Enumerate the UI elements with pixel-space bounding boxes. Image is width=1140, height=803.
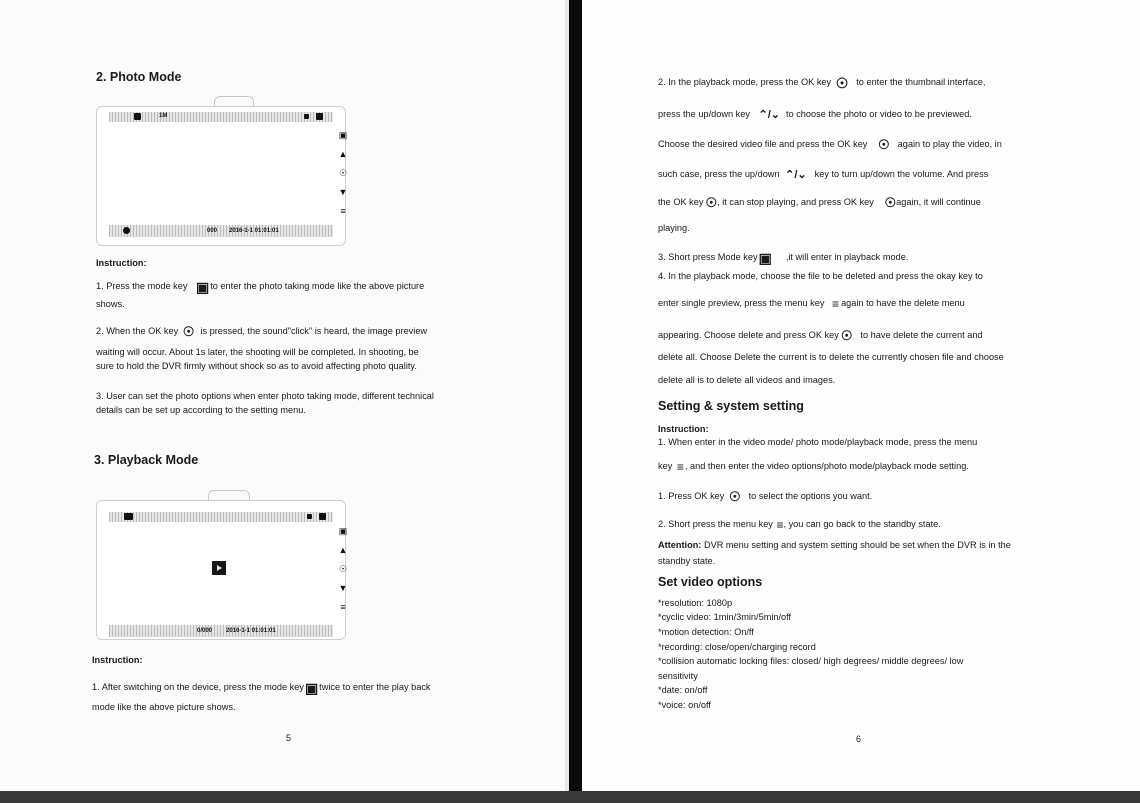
playback-mode-screen-figure xyxy=(96,486,364,646)
card-icon xyxy=(307,514,312,519)
text: to choose the photo or video to be previewed. xyxy=(786,109,972,119)
right-para-4-line-4: delete all. Choose Delete the current is to delete the currently chosen file and choose xyxy=(658,352,1004,362)
right-para-1-line-6: playing. xyxy=(658,223,690,233)
text: 2. Short press the menu key xyxy=(658,519,773,529)
up-button-icon: ▲ xyxy=(338,149,348,159)
up-down-arrow-icon: ⌃/⌄ xyxy=(785,168,807,181)
photo-step-2-line-3: sure to hold the DVR firmly without shock so as to avoid affecting photo quality. xyxy=(96,361,417,371)
menu-key-icon: ≡ xyxy=(676,459,684,474)
status-bar-top xyxy=(109,112,333,122)
mode-key-icon: ▣ xyxy=(195,278,210,295)
setting-step-1-line-2 xyxy=(658,460,969,473)
text: again, it will continue xyxy=(896,197,981,207)
record-icon xyxy=(123,227,130,234)
photo-step-1 xyxy=(96,280,424,293)
instruction-label-1: Instruction: xyxy=(96,258,147,268)
text: again to play the video, in xyxy=(897,139,1002,149)
ok-key-icon: ☉ xyxy=(835,74,849,91)
ok-key-icon: ☉ xyxy=(877,136,890,152)
play-thumbnail-icon xyxy=(212,561,226,575)
right-para-4-line-2 xyxy=(658,297,965,310)
photo-step-1-cont: shows. xyxy=(96,299,125,309)
photo-step-3-line-2: details can be set up according to the setting menu. xyxy=(96,405,306,415)
video-option-collision-cont: sensitivity xyxy=(658,671,698,681)
down-button-icon: ▼ xyxy=(338,187,348,197)
text: DVR menu setting and system setting should be set when the DVR is in the xyxy=(703,540,1011,550)
status-bar-bottom xyxy=(109,225,333,237)
photo-step-3: 3. User can set the photo options when enter photo taking mode, different technical xyxy=(96,391,434,401)
down-button-icon: ▼ xyxy=(338,583,348,593)
right-para-4-line-5: delete all is to delete all videos and images. xyxy=(658,375,836,385)
right-para-1-line-5 xyxy=(658,196,981,209)
camera-icon xyxy=(134,113,141,120)
video-option-date: *date: on/off xyxy=(658,685,708,695)
text: key xyxy=(658,461,673,471)
photo-step-1-text-b: to enter the photo taking mode like the above picture xyxy=(210,281,425,291)
menu-button-icon: ≡ xyxy=(340,206,346,216)
mode-key-icon: ▣ xyxy=(304,679,319,696)
page-gutter xyxy=(565,0,569,803)
setting-step-3 xyxy=(658,518,941,531)
text: such case, press the up/down xyxy=(658,169,780,179)
battery-icon xyxy=(319,513,326,520)
ok-key-icon: ☉ xyxy=(705,194,718,210)
text: 2. In the playback mode, press the OK key xyxy=(658,77,832,87)
status-bar-top xyxy=(109,512,333,522)
text: to have delete the current and xyxy=(860,330,983,340)
up-down-arrow-icon: ⌃/⌄ xyxy=(758,108,780,121)
right-para-1-line-2 xyxy=(658,108,972,121)
mode-button-icon: ▣ xyxy=(338,130,348,140)
setting-step-1-line-1: 1. When enter in the video mode/ photo mode/playback mode, press the menu xyxy=(658,437,978,447)
setting-step-2 xyxy=(658,490,872,503)
text: enter single preview, press the menu key xyxy=(658,298,825,308)
right-para-1-line-3 xyxy=(658,138,1002,151)
playback-step-1-text-b: twice to enter the play back xyxy=(319,682,431,692)
file-count: 0/000 xyxy=(197,628,213,634)
playback-mode-title: 3. Playback Mode xyxy=(94,453,199,467)
text: , it can stop playing, and press OK key xyxy=(717,197,874,207)
ok-key-icon: ☉ xyxy=(884,194,897,210)
right-para-4-line-1: 4. In the playback mode, choose the file to be deleted and press the okay key to xyxy=(658,271,983,281)
photo-step-2-line-2: waiting will occur. About 1s later, the shooting will be completed. In shooting, be xyxy=(96,347,419,357)
ok-key-icon: ☉ xyxy=(728,488,741,504)
photo-datetime: 2016-1-1 01:01:01 xyxy=(229,228,279,234)
instruction-label-2: Instruction: xyxy=(92,655,143,665)
ok-button-icon: ☉ xyxy=(338,564,348,574)
text: again to have the delete menu xyxy=(841,298,965,308)
playback-step-1 xyxy=(92,681,431,694)
book-spine xyxy=(565,0,582,803)
setting-section-title: Setting & system setting xyxy=(658,399,804,413)
side-button-column xyxy=(336,522,350,617)
menu-key-icon: ≡ xyxy=(776,517,784,532)
text: press the up/down key xyxy=(658,109,750,119)
photo-mode-screen-figure xyxy=(96,92,364,247)
photo-step-1-text-a: 1. Press the mode key xyxy=(96,281,188,291)
text: 3. Short press Mode key xyxy=(658,252,758,262)
attention-line-1 xyxy=(658,539,1011,551)
page-left xyxy=(0,0,565,803)
video-option-cyclic: *cyclic video: 1min/3min/5min/off xyxy=(658,612,792,622)
photo-count: 000 xyxy=(207,228,218,234)
mode-key-icon: ▣ xyxy=(758,249,772,266)
menu-button-icon: ≡ xyxy=(340,602,346,612)
text: 1. Press OK key xyxy=(658,491,725,501)
right-para-3 xyxy=(658,251,908,264)
text: the OK key xyxy=(658,197,704,207)
right-para-1-line-4 xyxy=(658,168,988,181)
video-option-motion: *motion detection: On/ff xyxy=(658,627,754,637)
photo-step-2-text-a: 2. When the OK key xyxy=(96,326,179,336)
video-option-voice: *voice: on/off xyxy=(658,700,711,710)
playback-datetime: 2016-1-1 01:01:01 xyxy=(226,628,276,634)
playback-icon xyxy=(124,513,133,520)
video-option-resolution: *resolution: 1080p xyxy=(658,598,733,608)
card-icon xyxy=(304,114,309,119)
text: ,it will enter in playback mode. xyxy=(785,252,909,262)
photo-step-2-text-b: is pressed, the sound"click" is heard, the image preview xyxy=(200,326,428,336)
text: , and then enter the video options/photo mode/playback mode setting. xyxy=(684,461,969,471)
battery-icon xyxy=(316,113,323,120)
attention-label: Attention: xyxy=(658,540,702,550)
text: Choose the desired video file and press the OK key xyxy=(658,139,868,149)
text: to enter the thumbnail interface, xyxy=(856,77,986,87)
ok-key-icon: ☉ xyxy=(840,327,853,343)
video-option-collision: *collision automatic locking files: closed/ high degrees/ middle degrees/ low xyxy=(658,656,964,666)
photo-step-2 xyxy=(96,325,427,338)
text: appearing. Choose delete and press OK key xyxy=(658,330,839,340)
page-bottom-edge xyxy=(0,791,1140,803)
side-button-column xyxy=(336,126,350,221)
ok-key-icon: ☉ xyxy=(182,323,195,339)
ok-button-icon: ☉ xyxy=(338,168,348,178)
video-options-title: Set video options xyxy=(658,575,763,589)
text: to select the options you want. xyxy=(748,491,873,501)
photo-mode-title: 2. Photo Mode xyxy=(96,70,182,84)
status-bar-bottom xyxy=(109,625,333,637)
playback-step-1-text-a: 1. After switching on the device, press the mode key xyxy=(92,682,304,692)
mode-button-icon: ▣ xyxy=(338,526,348,536)
text: key to turn up/down the volume. And press xyxy=(814,169,989,179)
right-para-4-line-3 xyxy=(658,329,983,342)
photo-resolution: 1M xyxy=(159,113,168,119)
text: , you can go back to the standby state. xyxy=(783,519,941,529)
page-number-left: 5 xyxy=(286,733,292,743)
up-button-icon: ▲ xyxy=(338,545,348,555)
page-number-right: 6 xyxy=(856,734,862,744)
playback-step-1-cont: mode like the above picture shows. xyxy=(92,702,236,712)
setting-instruction-label: Instruction: xyxy=(658,424,709,434)
page-right xyxy=(582,0,1140,803)
right-para-1-line-1 xyxy=(658,76,985,89)
video-option-recording: *recording: close/open/charging record xyxy=(658,642,816,652)
menu-key-icon: ≡ xyxy=(832,296,840,311)
attention-line-2: standby state. xyxy=(658,556,716,566)
device-screen xyxy=(96,500,346,640)
device-screen xyxy=(96,106,346,246)
